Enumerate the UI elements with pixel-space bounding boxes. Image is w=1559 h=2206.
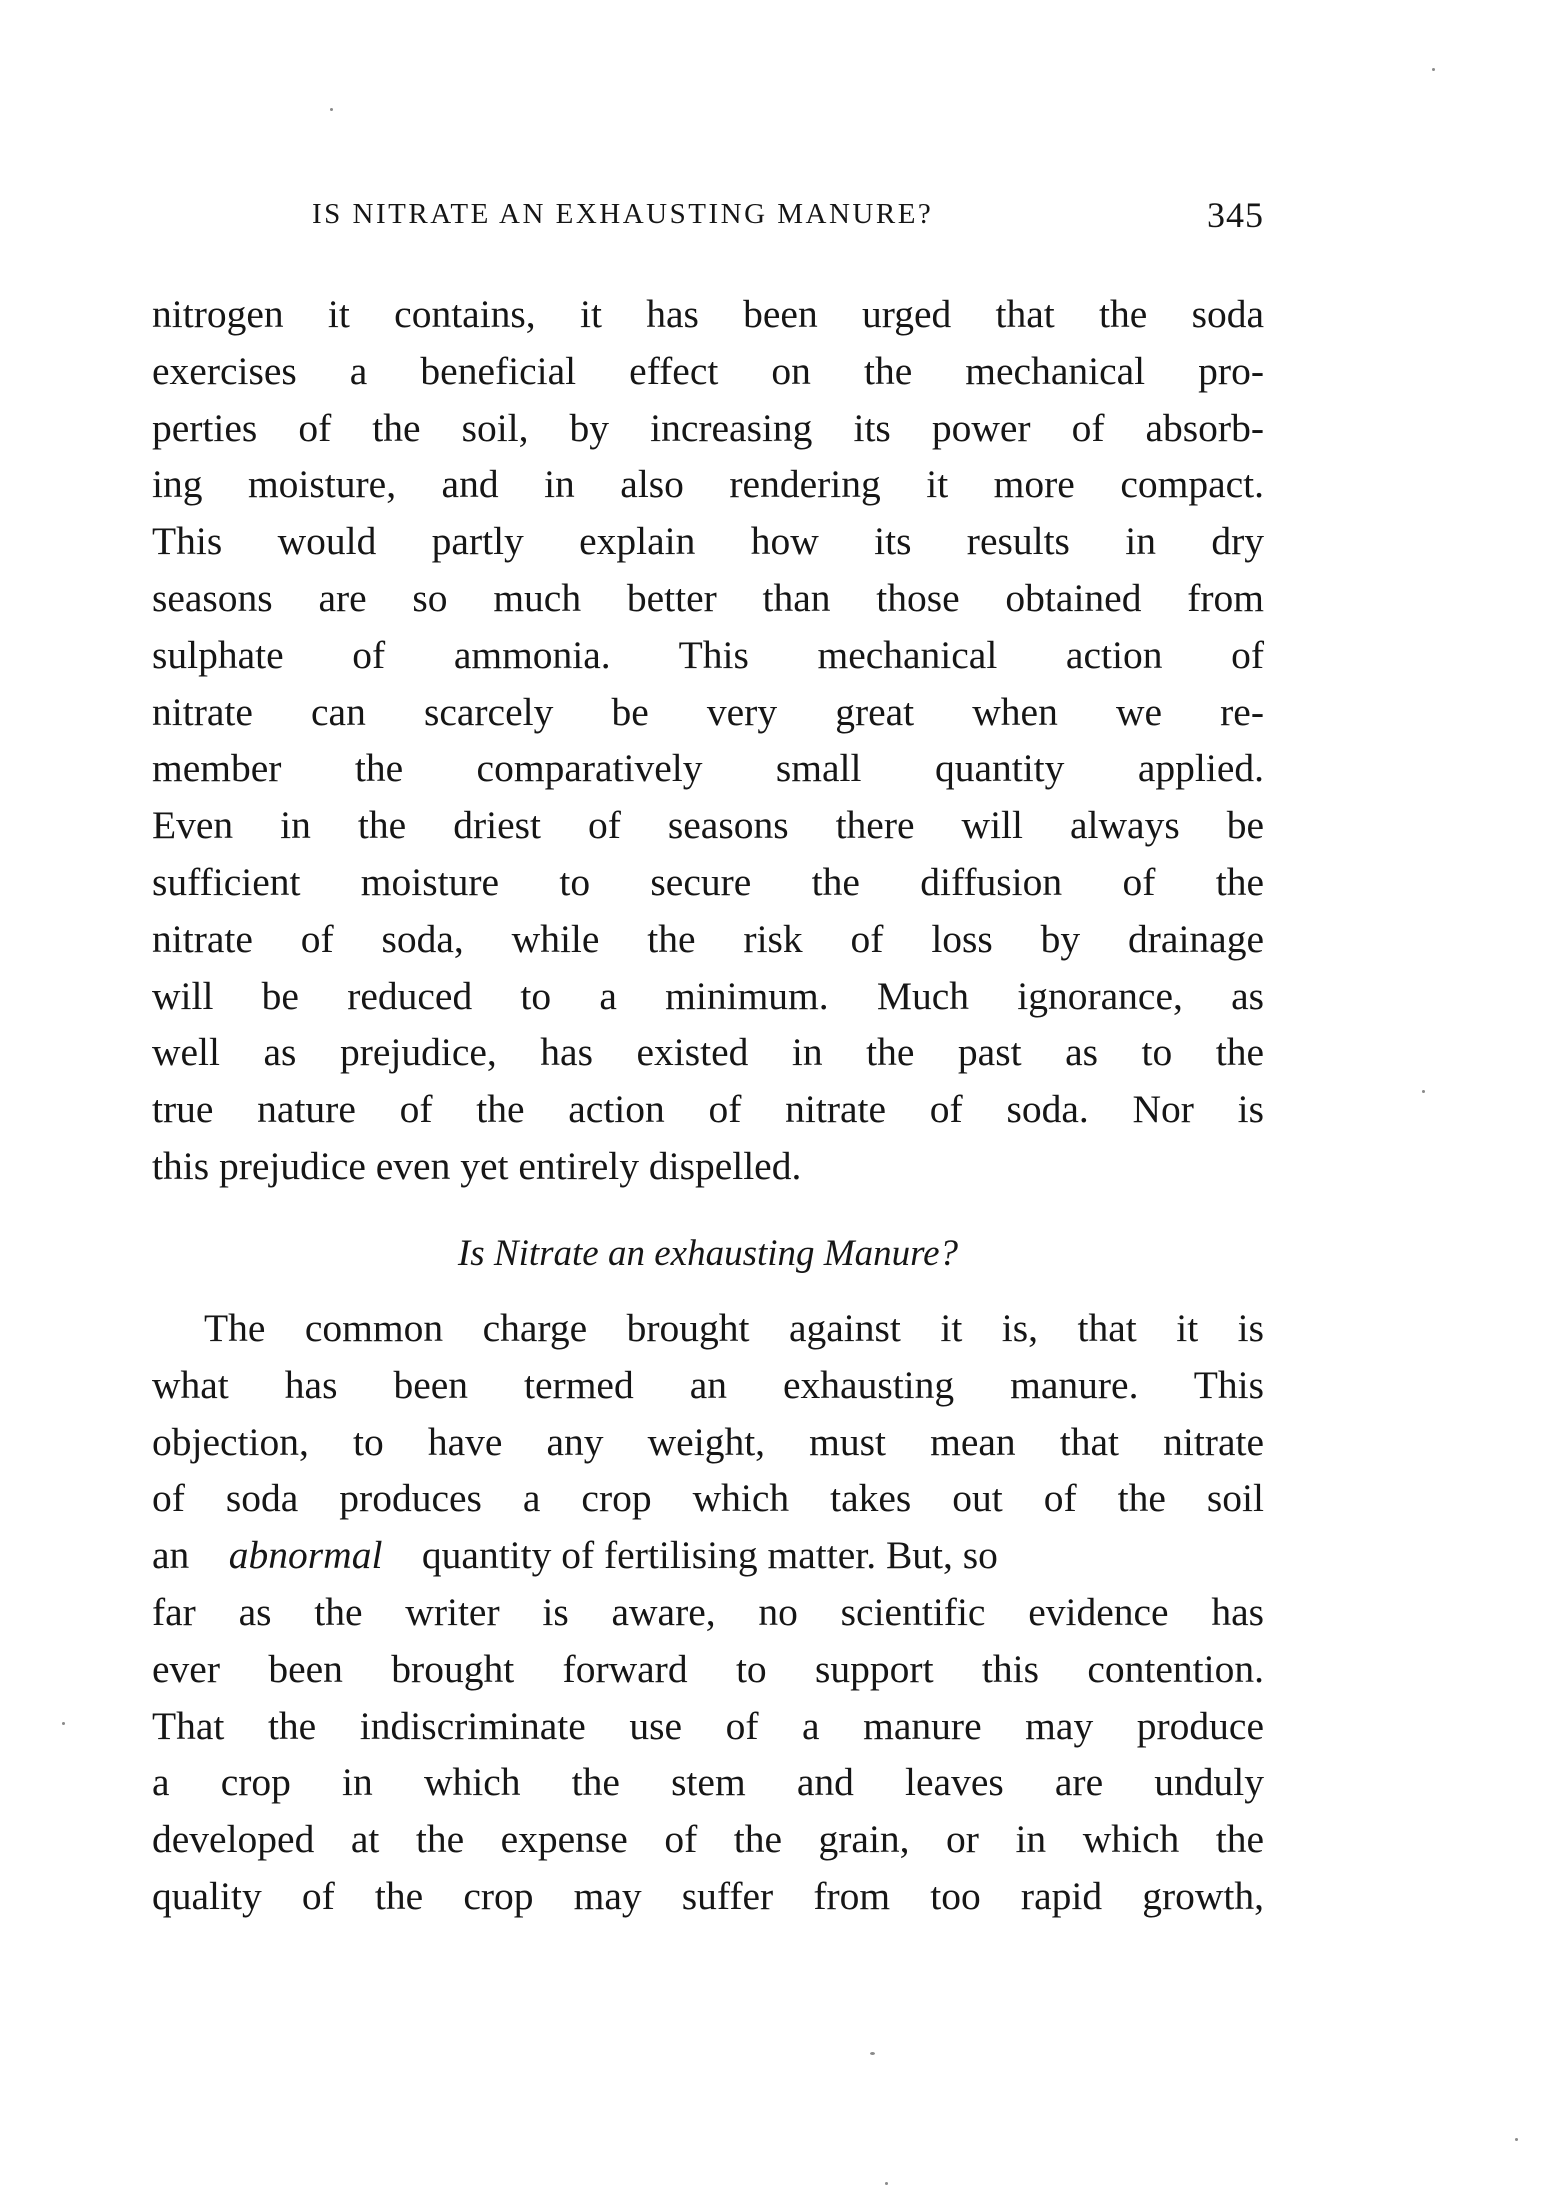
running-head [152, 195, 1264, 248]
text-line: ever been brought forward to support this contention. [152, 1646, 1264, 1691]
text-line: a crop in which the stem and leaves are unduly [152, 1760, 1264, 1805]
text-line: sufficient moisture to secure the diffusion of the [152, 859, 1264, 904]
text-line: That the indiscriminate use of a manure may produce [152, 1703, 1264, 1748]
text-line: developed at the expense of the grain, or in which the [152, 1817, 1264, 1862]
text-line: this prejudice even yet entirely dispelled. [152, 1143, 802, 1188]
text-line: of soda produces a crop which takes out of the soil [152, 1476, 1264, 1521]
text-line: what has been termed an exhausting manure. This [152, 1362, 1264, 1407]
scan-speck [62, 1722, 65, 1725]
text-line: far as the writer is aware, no scientific evidence has [152, 1589, 1264, 1634]
text-line: objection, to have any weight, must mean that nitrate [152, 1419, 1264, 1464]
text-line: quality of the crop may suffer from too rapid growth, [152, 1873, 1264, 1918]
text-line: true nature of the action of nitrate of soda. Nor is [152, 1087, 1264, 1132]
scan-speck [870, 2052, 875, 2055]
section-heading: Is Nitrate an exhausting Manure? [457, 1233, 959, 1274]
paragraph-2 [152, 1300, 1264, 1925]
text-line: nitrogen it contains, it has been urged that the soda [152, 292, 1264, 336]
text-line: will be reduced to a minimum. Much ignorance, as [152, 973, 1264, 1018]
scan-speck [885, 2182, 888, 2185]
scan-speck [1515, 2138, 1518, 2141]
running-title: IS NITRATE AN EXHAUSTING MANURE? [312, 198, 934, 230]
paragraph-1 [152, 286, 1264, 1195]
scan-speck [1432, 68, 1435, 71]
text-line-with-emphasis [152, 1527, 1264, 1584]
text-line: sulphate of ammonia. This mechanical action of [152, 632, 1264, 677]
text-line: This would partly explain how its results in dry [152, 519, 1264, 564]
scan-speck [1422, 1090, 1425, 1093]
text-line: nitrate can scarcely be very great when we re- [152, 689, 1264, 734]
text-line: ing moisture, and in also rendering it more compact. [152, 462, 1264, 507]
text-line: The common charge brought against it is, that it is [204, 1306, 1264, 1350]
text-line: member the comparatively small quantity applied. [152, 746, 1264, 791]
text-line: nitrate of soda, while the risk of loss by drainage [152, 916, 1264, 961]
text-line: Even in the driest of seasons there will always be [152, 803, 1264, 848]
page-number: 345 [1207, 195, 1264, 235]
emphasis-word: abnormal [228, 1533, 383, 1578]
text-line: perties of the soil, by increasing its power of absorb- [152, 405, 1264, 450]
scan-speck [330, 108, 333, 111]
text-line: well as prejudice, has existed in the past as to the [152, 1030, 1264, 1075]
text-line: exercises a beneficial effect on the mechanical pro- [152, 348, 1264, 393]
text-run: an [152, 1533, 190, 1578]
text-line: seasons are so much better than those obtained from [152, 575, 1264, 620]
text-run: quantity of fertilising matter. But, so [421, 1533, 998, 1578]
